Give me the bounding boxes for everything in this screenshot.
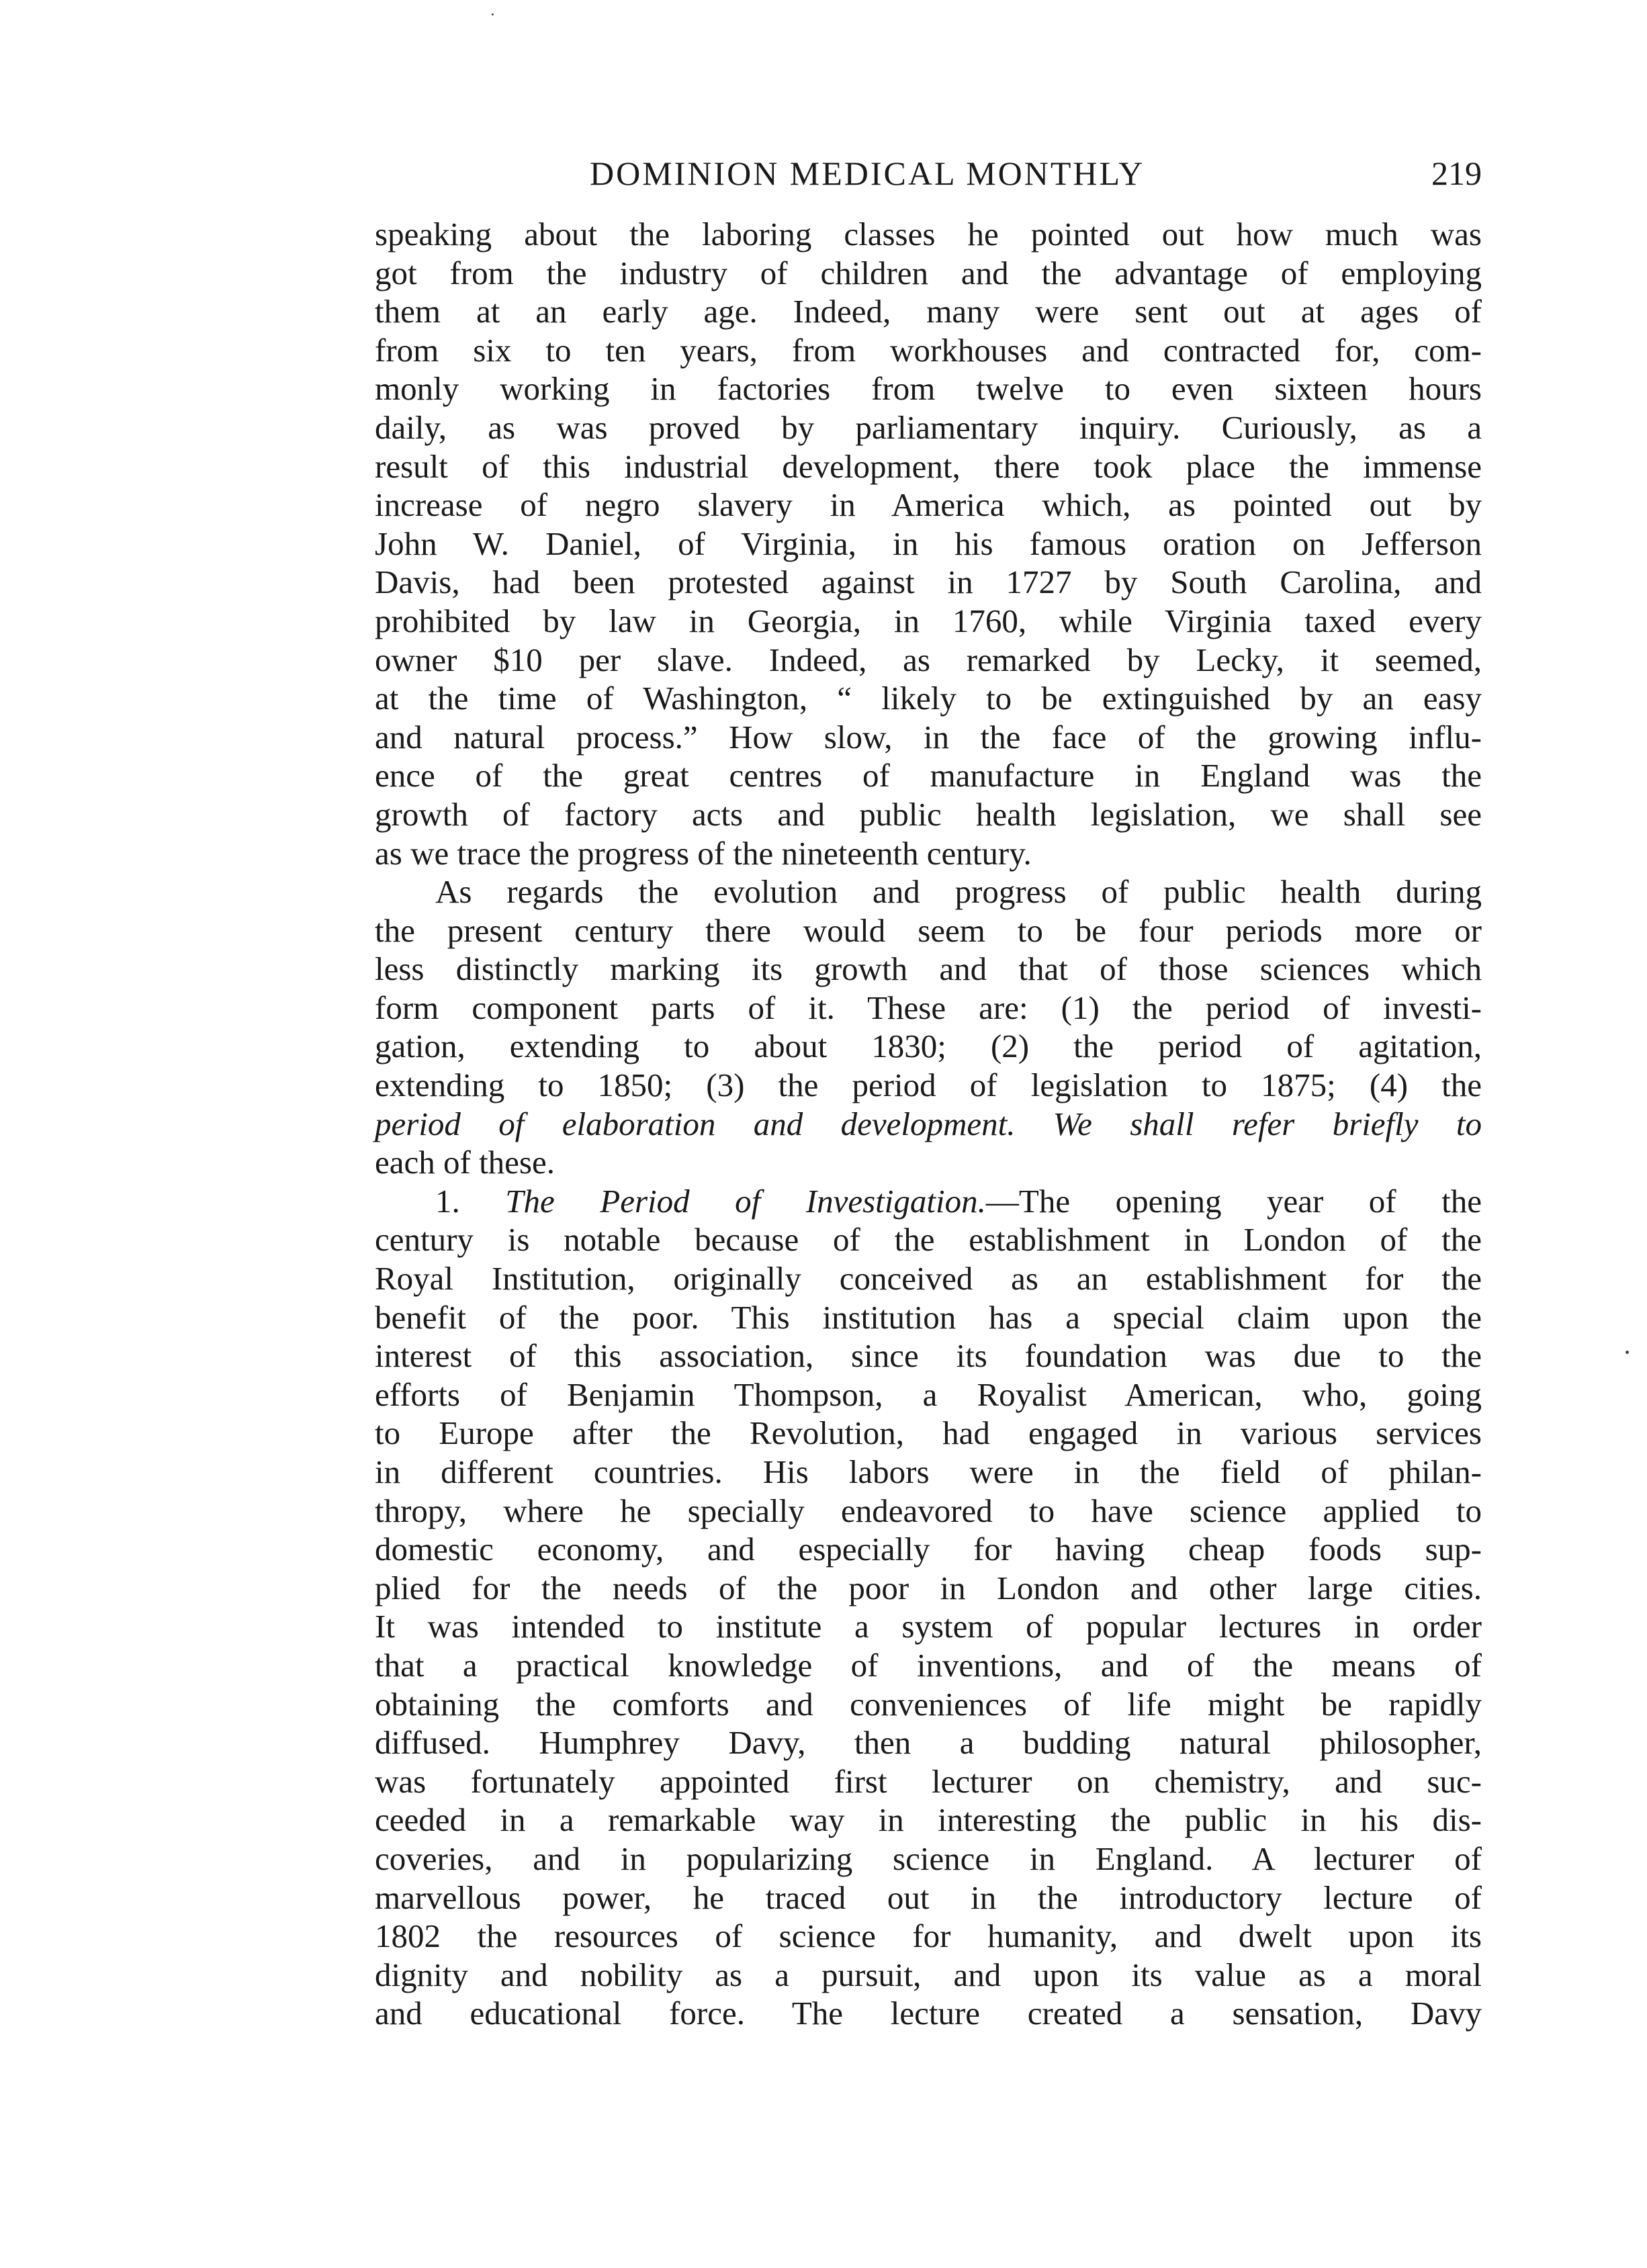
text-segment: It was intended to institute a system of popular lectures in order xyxy=(375,1608,1482,1645)
text-line xyxy=(375,756,1482,795)
running-header xyxy=(375,146,1482,200)
text-segment: result of this industrial development, there took place the immense xyxy=(375,447,1482,485)
text-line xyxy=(375,1027,1482,1066)
text-segment: The Period of Investigation. xyxy=(505,1182,986,1220)
text-line xyxy=(375,718,1482,757)
text-segment: interest of this association, since its foundation was due to the xyxy=(375,1337,1482,1375)
text-segment: monly working in factories from twelve to even sixteen hours xyxy=(375,370,1482,408)
text-segment: as we trace the progress of the nineteenth century. xyxy=(375,834,1032,872)
text-line xyxy=(375,215,1482,254)
text-line xyxy=(375,369,1482,408)
page-number: 219 xyxy=(1431,154,1482,192)
text-line xyxy=(375,525,1482,563)
text-segment: obtaining the comforts and conveniences of life might be rapidly xyxy=(375,1685,1482,1723)
text-line xyxy=(375,602,1482,641)
text-line xyxy=(375,1840,1482,1878)
text-segment: from six to ten years, from workhouses and contracted for, com- xyxy=(375,331,1482,369)
text-segment: domestic economy, and especially for having cheap foods sup- xyxy=(375,1531,1482,1568)
text-segment: ceeded in a remarkable way in interesting the public in his dis- xyxy=(375,1801,1482,1839)
text-segment: form component parts of it. These are: (1) the period of investi- xyxy=(375,989,1482,1026)
text-segment: diffused. Humphrey Davy, then a budding natural philosopher, xyxy=(375,1724,1482,1762)
text-segment: in different countries. His labors were in the field of philan- xyxy=(375,1453,1482,1490)
text-line xyxy=(375,1762,1482,1801)
text-segment: century is notable because of the establishment in London of the xyxy=(375,1221,1482,1259)
text-segment: and natural process.” How slow, in the face of the growing influ- xyxy=(375,718,1482,756)
text-line xyxy=(375,447,1482,486)
text-segment: was fortunately appointed first lecturer on chemistry, and suc- xyxy=(375,1762,1482,1800)
text-segment: thropy, where he specially endeavored to have science applied to xyxy=(375,1492,1482,1529)
text-line xyxy=(375,1143,1482,1182)
text-segment: ence of the great centres of manufacture in England was the xyxy=(375,757,1482,795)
text-line xyxy=(375,1453,1482,1492)
text-line xyxy=(375,408,1482,447)
journal-title: DOMINION MEDICAL MONTHLY xyxy=(590,154,1145,192)
text-segment: daily, as was proved by parliamentary inquiry. Curiously, as a xyxy=(375,408,1482,446)
text-line xyxy=(375,641,1482,680)
text-line xyxy=(375,1646,1482,1685)
text-segment: benefit of the poor. This institution has a special claim upon the xyxy=(375,1298,1482,1336)
text-segment: Royal Institution, originally conceived as an establishment for the xyxy=(375,1260,1482,1298)
text-segment: to Europe after the Revolution, had engaged in various services xyxy=(375,1414,1482,1452)
text-line xyxy=(375,989,1482,1028)
text-line xyxy=(375,1066,1482,1105)
text-segment: 1. xyxy=(435,1182,506,1220)
text-segment: gation, extending to about 1830; (2) the period of agitation, xyxy=(375,1028,1482,1065)
text-segment: growth of factory acts and public health legislation, we shall see xyxy=(375,795,1482,833)
text-segment: increase of negro slavery in America which, as pointed out by xyxy=(375,486,1482,524)
text-line xyxy=(375,872,1482,911)
text-segment: coveries, and in popularizing science in England. A lecturer of xyxy=(375,1840,1482,1877)
text-segment: at the time of Washington, “ likely to be extinguished by an easy xyxy=(375,680,1482,717)
text-segment: less distinctly marking its growth and that of those sciences which xyxy=(375,950,1482,988)
text-segment: owner $10 per slave. Indeed, as remarked by Lecky, it seemed, xyxy=(375,641,1482,678)
text-line xyxy=(375,1492,1482,1531)
text-line xyxy=(375,950,1482,989)
text-segment: dignity and nobility as a pursuit, and upon its value as a moral xyxy=(375,1956,1482,1993)
text-line xyxy=(375,795,1482,834)
text-segment: —The opening year of the xyxy=(985,1182,1482,1220)
text-line xyxy=(375,254,1482,293)
text-segment: 1802 the resources of science for humanity, and dwelt upon its xyxy=(375,1917,1482,1955)
text-line xyxy=(375,1723,1482,1762)
text-segment: speaking about the laboring classes he pointed out how much was xyxy=(375,216,1482,253)
text-line xyxy=(375,563,1482,602)
text-segment: each of these. xyxy=(375,1144,555,1181)
text-line xyxy=(375,1994,1482,2033)
text-segment: John W. Daniel, of Virginia, in his famous oration on Jefferson xyxy=(375,525,1482,562)
text-line xyxy=(375,1917,1482,1956)
text-line xyxy=(375,1298,1482,1337)
print-speck xyxy=(1626,1351,1629,1354)
text-line xyxy=(375,1607,1482,1646)
text-line xyxy=(375,1105,1482,1144)
text-segment: efforts of Benjamin Thompson, a Royalist American, who, going xyxy=(375,1375,1482,1413)
text-line xyxy=(375,1685,1482,1724)
text-segment: prohibited by law in Georgia, in 1760, while Virginia taxed every xyxy=(375,602,1482,639)
text-line xyxy=(375,1414,1482,1453)
text-segment: marvellous power, he traced out in the introductory lecture of xyxy=(375,1878,1482,1916)
text-line xyxy=(375,1956,1482,1995)
text-line xyxy=(375,292,1482,331)
text-segment: the present century there would seem to be four periods more or xyxy=(375,911,1482,949)
text-line xyxy=(375,1878,1482,1917)
text-line xyxy=(375,1375,1482,1414)
text-line xyxy=(375,331,1482,370)
text-segment: extending to 1850; (3) the period of legislation to 1875; (4) the xyxy=(375,1067,1482,1104)
text-segment: period of elaboration and development. We shall refer briefly to xyxy=(375,1105,1482,1142)
text-segment: plied for the needs of the poor in London and other large cities. xyxy=(375,1569,1482,1606)
text-segment: Davis, had been protested against in 1727 by South Carolina, and xyxy=(375,563,1482,601)
body-text xyxy=(375,215,1482,2033)
text-line xyxy=(375,1569,1482,1608)
text-line xyxy=(375,1259,1482,1298)
text-line xyxy=(375,1801,1482,1840)
text-segment: and educational force. The lecture created a sensation, Davy xyxy=(375,1995,1482,2032)
text-line xyxy=(375,834,1482,873)
text-line xyxy=(375,486,1482,525)
text-segment: As regards the evolution and progress of public health during xyxy=(435,873,1482,911)
text-segment: got from the industry of children and the advantage of employing xyxy=(375,254,1482,291)
print-speck xyxy=(492,13,494,15)
text-line xyxy=(375,679,1482,718)
text-line xyxy=(375,911,1482,950)
text-line xyxy=(375,1220,1482,1259)
text-segment: that a practical knowledge of inventions, and of the means of xyxy=(375,1646,1482,1684)
text-line xyxy=(375,1530,1482,1569)
text-segment: them at an early age. Indeed, many were sent out at ages of xyxy=(375,293,1482,330)
text-line xyxy=(375,1336,1482,1375)
text-line xyxy=(375,1182,1482,1221)
